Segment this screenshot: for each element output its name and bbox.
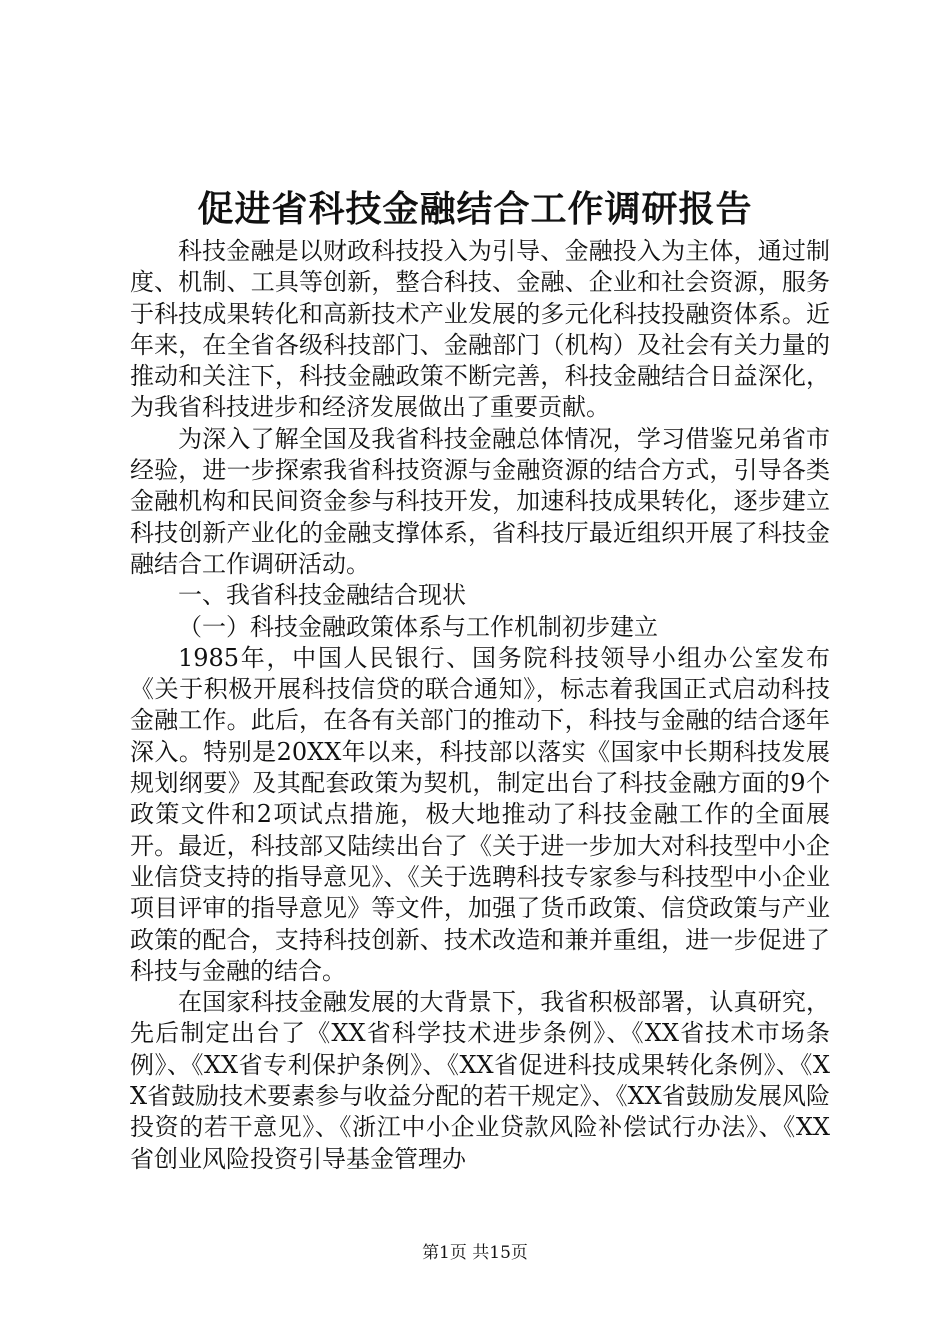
paragraph-purpose: 为深入了解全国及我省科技金融总体情况，学习借鉴兄弟省市经验，进一步探索我省科技资源与金融资源的结合方式，引导各类金融机构和民间资金参与科技开发，加速科技成果转化，逐步建立科技创新产业化的金融支撑体系，省科技厅最近组织开展了科技金融结合工作调研活动。: [130, 424, 830, 578]
paragraph-intro: 科技金融是以财政科技投入为引导、金融投入为主体，通过制度、机制、工具等创新，整合科技、金融、企业和社会资源，服务于科技成果转化和高新技术产业发展的多元化科技投融资体系。近年来，在全省各级科技部门、金融部门（机构）及社会有关力量的推动和关注下，科技金融政策不断完善，科技金融结合日益深化，为我省科技进步和经济发展做出了重要贡献。: [130, 237, 830, 422]
subsection-heading-1: （一）科技金融政策体系与工作机制初步建立: [178, 612, 658, 641]
paragraph-history: 1985年，中国人民银行、国务院科技领导小组办公室发布《关于积极开展科技信贷的联合通知》，标志着我国正式启动科技金融工作。此后，在各有关部门的推动下，科技与金融的结合逐年深入。特别是20XX年以来，科技部以落实《国家中长期科技发展规划纲要》及其配套政策为契机，制定出台了科技金融方面的9个政策文件和2项试点措施，极大地推动了科技金融工作的全面展开。最近，科技部又陆续出台了《关于进一步加大对科技型中小企业信贷支持的指导意见》、《关于选聘科技专家参与科技型中小企业项目评审的指导意见》等文件，加强了货币政策、信贷政策与产业政策的配合，支持科技创新、技术改造和兼并重组，进一步促进了科技与金融的结合。: [130, 643, 830, 985]
paragraph-province-policy: 在国家科技金融发展的大背景下，我省积极部署，认真研究，先后制定出台了《XX省科学技术进步条例》、《XX省技术市场条例》、《XX省专利保护条例》、《XX省促进科技成果转化条例》、《XX省鼓励技术要素参与收益分配的若干规定》、《XX省鼓励发展风险投资的若干意见》、《浙江中小企业贷款风险补偿试行办法》、《XX省创业风险投资引导基金管理办: [130, 988, 830, 1173]
page-number-footer: 第1页 共15页: [422, 1243, 528, 1263]
document-body: [130, 236, 830, 1175]
section-heading-1: 一、我省科技金融结合现状: [178, 581, 466, 610]
document-title: 促进省科技金融结合工作调研报告: [197, 188, 753, 230]
